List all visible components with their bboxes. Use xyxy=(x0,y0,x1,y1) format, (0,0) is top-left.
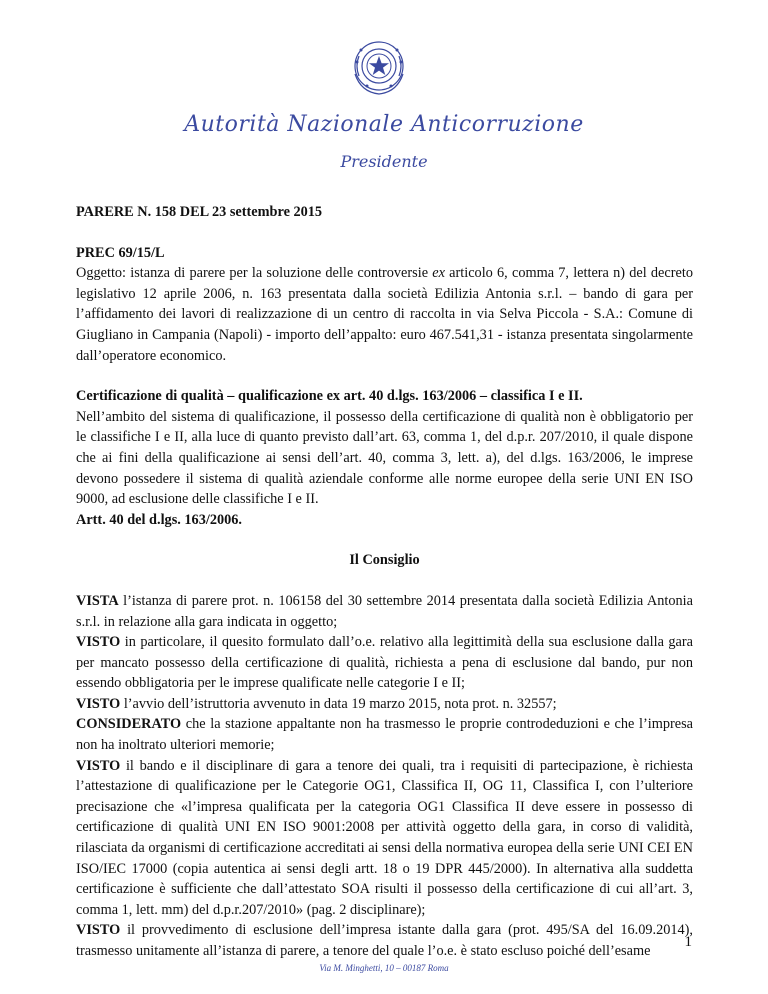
oggetto-paragraph: Oggetto: istanza di parere per la soluzione delle controversie ex articolo 6, comma 7, lettera n) del decreto legislativo 12 aprile 2006, n. 163 presentata dalla società Edilizia Antonia s.r.l. – bando di gara per l’affidamento dei lavori di realizzazione di un centro di raccolta in via Selva Piccola - S.A.: Comune di Giugliano in Campania (Napoli) - importo dell’appalto: euro 467.541,31 - istanza presentata singolarmente dall’operatore economico. xyxy=(76,265,693,364)
authority-role: Presidente xyxy=(340,152,428,171)
parere-title: PARERE N. 158 DEL 23 settembre 2015 xyxy=(76,204,323,220)
consiglio-heading: Il Consiglio xyxy=(349,552,420,569)
authority-name: Autorità Nazionale Anticorruzione xyxy=(184,112,584,137)
paragraph-visto-bando: VISTO il bando e il disciplinare di gara a tenore dei quali, tra i requisiti di partecipazione, è richiesta l’attestazione di qualificazione per le Categorie OG1, Classifica II, OG 11, Classifica I, con l’ulteriore precisazione che «l’impresa qualificata per la categoria OG1 Classifica II deve essere in possesso di certificazione di qualità UNI EN ISO 9001:2008 per attività oggetto della gara, in corso di validità, rilasciata da organismi di certificazione accreditati ai sensi della normativa europea della serie UNI CEI EN ISO/IEC 17000 (copia autentica ai sensi degli artt. 18 o 19 DPR 445/2000). In alternativa alla suddetta certificazione è sufficiente che dall’attestato SOA risulti il possesso della certificazione di cui all’art. 3, comma 1, lett. mm) del d.p.r.207/2010» (pag. 2 disciplinare); xyxy=(76,757,693,918)
paragraph-visto-avvio: VISTO l’avvio dell’istruttoria avvenuto in data 19 marzo 2015, nota prot. n. 32557; xyxy=(76,695,557,712)
massima-text: Nell’ambito del sistema di qualificazione, il possesso della certificazione di qualità non è obbligatorio per le classifiche I e II, alla luce di quanto previsto dall’art. 63, comma 1, del d.p.r. 207/2010, il quale dispone che ai fini della qualificazione ai sensi dell’art. 40, comma 3, lett. a), del d.lgs. 163/2006, le imprese devono possedere il sistema di qualità aziendale conforme alle norme europee della serie UNI EN ISO 9000, ad esclusione delle classifiche I e II. xyxy=(76,408,693,508)
paragraph-visto-quesito: VISTO in particolare, il quesito formulato dall’o.e. relativo alla legittimità della sua esclusione dalla gara per mancato possesso della certificazione di qualità, richiesta a pena di esclusione dal bando, pur non essendo obbligatoria per le imprese qualificate nelle categorie I e II; xyxy=(76,634,693,692)
document-body xyxy=(76,202,693,962)
paragraph-considerato: CONSIDERATO che la stazione appaltante non ha trasmesso le proprie controdeduzioni e che l’impresa non ha inoltrato ulteriori memorie; xyxy=(76,716,693,754)
footer-address: Via M. Minghetti, 10 – 00187 Roma xyxy=(319,963,449,973)
paragraph-visto-esclusione: VISTO il provvedimento di esclusione dell’impresa istante dalla gara (prot. 495/SA del 16.09.2014), trasmesso unitamente all’istanza di parere, a tenore del quale l’o.e. è stato escluso poiché dell’esame xyxy=(76,922,693,959)
prec-code: PREC 69/15/L xyxy=(76,244,165,261)
artt-reference: Artt. 40 del d.lgs. 163/2006. xyxy=(76,511,242,528)
paragraph-vista: VISTA l’istanza di parere prot. n. 106158 del 30 settembre 2014 presentata dalla società Edilizia Antonia s.r.l. in relazione alla gara indicata in oggetto; xyxy=(76,592,693,630)
republic-emblem-icon xyxy=(347,36,411,100)
page-number: 1 xyxy=(684,934,692,950)
massima-title: Certificazione di qualità – qualificazione ex art. 40 d.lgs. 163/2006 – classifica I e II. xyxy=(76,388,583,405)
